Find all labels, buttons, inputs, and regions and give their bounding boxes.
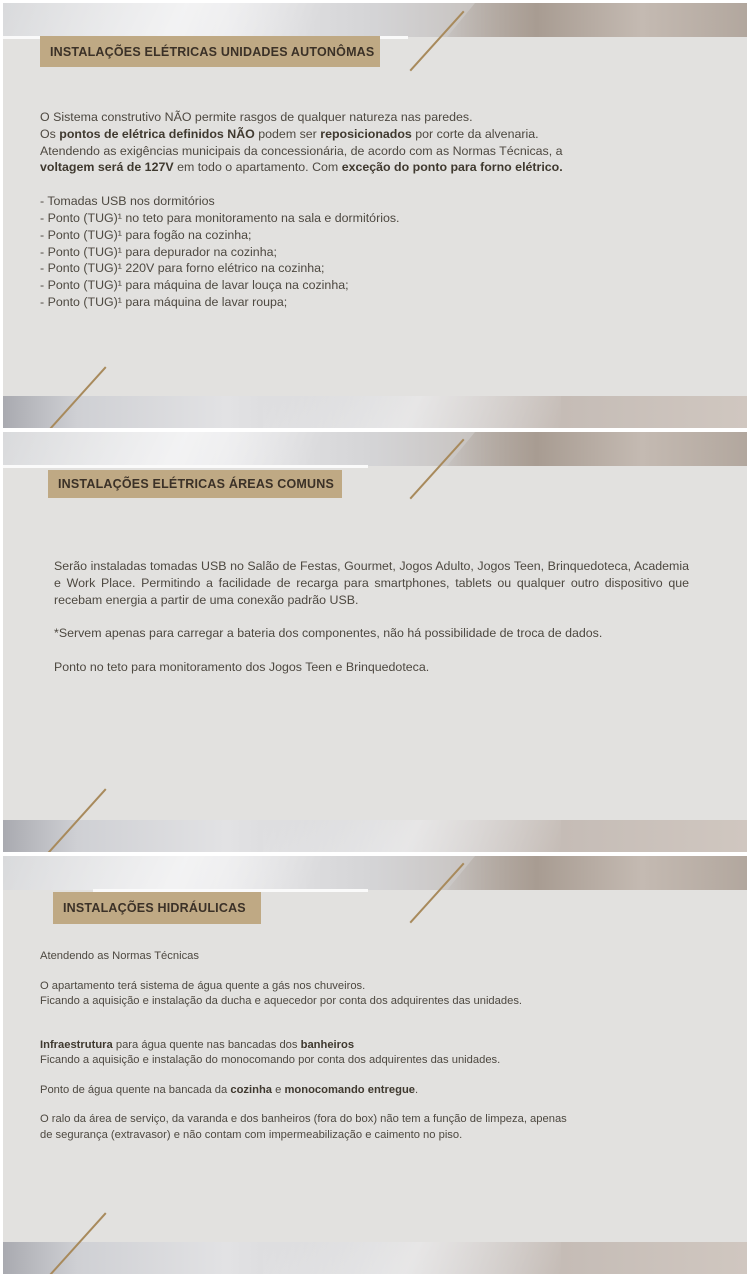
slide-electrical-units <box>3 3 747 428</box>
section-title: INSTALAÇÕES HIDRÁULICAS <box>53 892 261 924</box>
body-paragraph: Ponto no teto para monitoramento dos Jogos Teen e Brinquedoteca. <box>54 660 430 675</box>
list-item: - Ponto (TUG)¹ para fogão na cozinha; <box>40 227 252 242</box>
list-item: - Ponto (TUG)¹ para máquina de lavar roupa; <box>40 294 288 309</box>
body-paragraph: Serão instaladas tomadas USB no Salão de Festas, Gourmet, Jogos Adulto, Jogos Teen, Brinquedoteca, Academia e Work Place. Permitindo a facilidade de recarga para smartphones, tablets ou qualquer outro dispositivo que recebam energia a partir de uma conexão padrão USB. <box>54 559 689 607</box>
top-decor-dark-band <box>447 3 747 37</box>
bottom-decor-strip <box>3 396 747 428</box>
section-body <box>54 558 689 676</box>
top-white-line <box>3 465 368 468</box>
list-item: - Ponto (TUG)¹ para depurador na cozinha; <box>40 244 277 259</box>
bottom-decor-strip <box>3 1242 747 1274</box>
list-item: - Ponto (TUG)¹ no teto para monitoramento na sala e dormitórios. <box>40 210 400 225</box>
section-title: INSTALAÇÕES ELÉTRICAS ÁREAS COMUNS <box>48 470 342 498</box>
body-line: O apartamento terá sistema de água quente a gás nos chuveiros. <box>40 979 366 992</box>
body-line: voltagem será de 127V em todo o apartamento. Com exceção do ponto para forno elétrico. <box>40 160 563 175</box>
top-decor-dark-band <box>447 856 747 890</box>
body-line: Os pontos de elétrica definidos NÃO podem ser reposicionados por corte da alvenaria. <box>40 126 539 141</box>
body-line: de segurança (extravasor) e não contam com impermeabilização e caimento no piso. <box>40 1128 463 1141</box>
body-line: Infraestrutura para água quente nas bancadas dos banheiros <box>40 1038 355 1051</box>
body-line: Atendendo as Normas Técnicas <box>40 950 199 962</box>
body-line: Ficando a aquisição e instalação do monocomando por conta dos adquirentes das unidades. <box>40 1054 501 1066</box>
body-line: Ponto de água quente na bancada da cozinha e monocomando entregue. <box>40 1083 419 1096</box>
body-line: O ralo da área de serviço, da varanda e dos banheiros (fora do box) não tem a função de limpeza, apenas <box>40 1113 567 1125</box>
body-line: O Sistema construtivo NÃO permite rasgos de qualquer natureza nas paredes. <box>40 110 473 124</box>
list-item: - Tomadas USB nos dormitórios <box>40 194 215 209</box>
section-body <box>40 949 720 1143</box>
body-paragraph: *Servem apenas para carregar a bateria dos componentes, não há possibilidade de troca de dados. <box>54 626 603 641</box>
body-line: Ficando a aquisição e instalação da ducha e aquecedor por conta dos adquirentes das unidades. <box>40 995 523 1007</box>
slide-electrical-common-areas <box>3 432 747 852</box>
section-body <box>40 109 720 311</box>
section-title: INSTALAÇÕES ELÉTRICAS UNIDADES AUTONÔMAS <box>40 36 380 67</box>
list-item: - Ponto (TUG)¹ 220V para forno elétrico na cozinha; <box>40 261 325 276</box>
top-decor-dark-band <box>447 432 747 466</box>
bottom-decor-strip <box>3 820 747 852</box>
slide-hydraulic <box>3 856 747 1274</box>
body-line: Atendendo as exigências municipais da concessionária, de acordo com as Normas Técnicas, a <box>40 143 563 158</box>
list-item: - Ponto (TUG)¹ para máquina de lavar louça na cozinha; <box>40 278 349 293</box>
